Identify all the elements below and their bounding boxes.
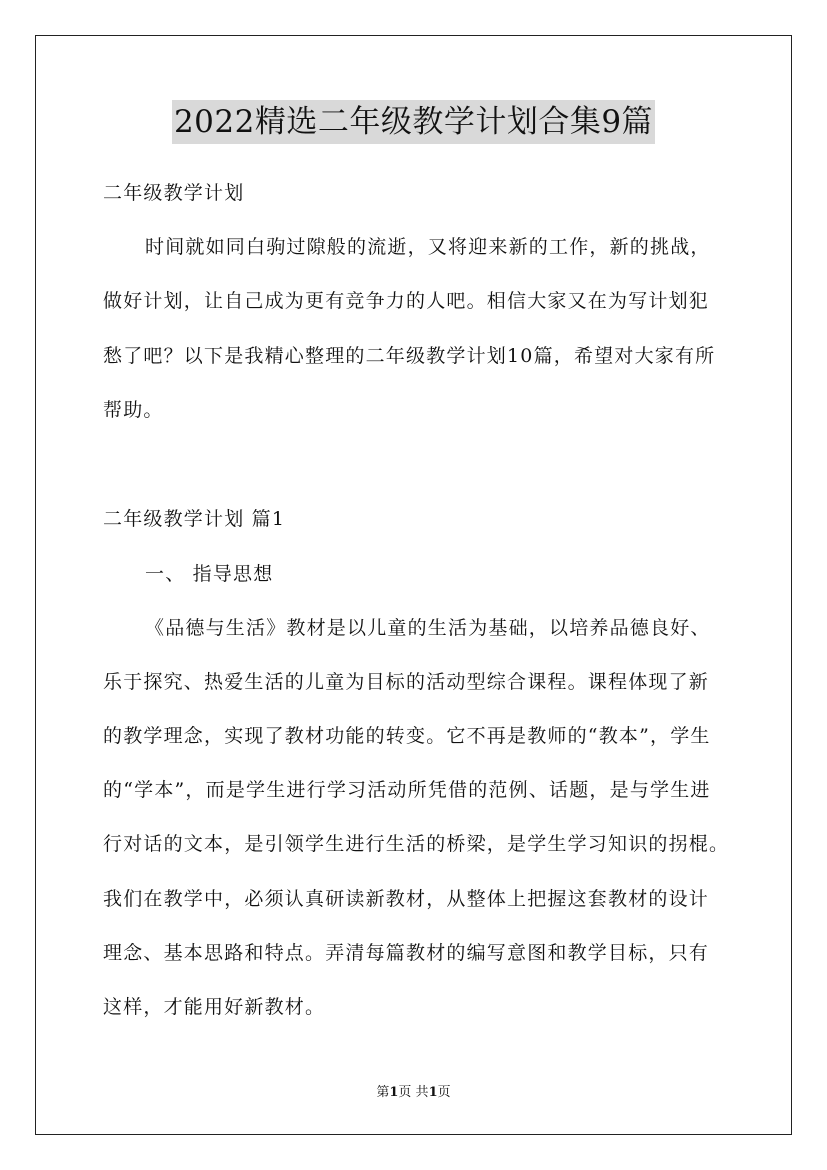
footer-page-prefix: 第 (376, 1085, 390, 1100)
intro-heading: 二年级教学计划 (103, 182, 245, 204)
intro-line-4: 帮助。 (103, 399, 164, 421)
intro-line-1: 时间就如同白驹过隙般的流逝，又将迎来新的工作，新的挑战， (145, 236, 711, 258)
footer-page-suffix: 页 (437, 1085, 451, 1100)
footer-page-current: 1 (389, 1085, 399, 1100)
body-line-8: 这样，才能用好新教材。 (103, 996, 326, 1018)
intro-line-3: 愁了吧？以下是我精心整理的二年级教学计划10篇，希望对大家有所 (103, 345, 716, 367)
body-line-6: 我们在教学中，必须认真研读新教材，从整体上把握这套教材的设计 (103, 888, 710, 910)
footer-page-total: 1 (428, 1085, 438, 1100)
body-line-3: 的教学理念，实现了教材功能的转变。它不再是教师的“教本”，学生 (103, 725, 711, 747)
section-heading: 二年级教学计划 篇1 (103, 508, 286, 530)
footer-page-mid: 页 共 (398, 1085, 429, 1100)
subsection-heading: 一、 指导思想 (145, 563, 274, 585)
body-line-7: 理念、基本思路和特点。弄清每篇教材的编写意图和教学目标，只有 (103, 942, 710, 964)
document-title: 2022精选二年级教学计划合集9篇 (172, 100, 655, 144)
body-line-5: 行对话的文本，是引领学生进行生活的桥梁，是学生学习知识的拐棍。 (103, 833, 730, 855)
body-line-1: 《品德与生活》教材是以儿童的生活为基础，以培养品德良好、 (145, 617, 711, 639)
title-container (0, 100, 827, 144)
page-footer (0, 1084, 827, 1102)
body-line-2: 乐于探究、热爱生活的儿童为目标的活动型综合课程。课程体现了新 (103, 671, 710, 693)
body-line-4: 的“学本”，而是学生进行学习活动所凭借的范例、话题，是与学生进 (103, 779, 711, 801)
intro-line-2: 做好计划，让自己成为更有竞争力的人吧。相信大家又在为写计划犯 (103, 290, 710, 312)
